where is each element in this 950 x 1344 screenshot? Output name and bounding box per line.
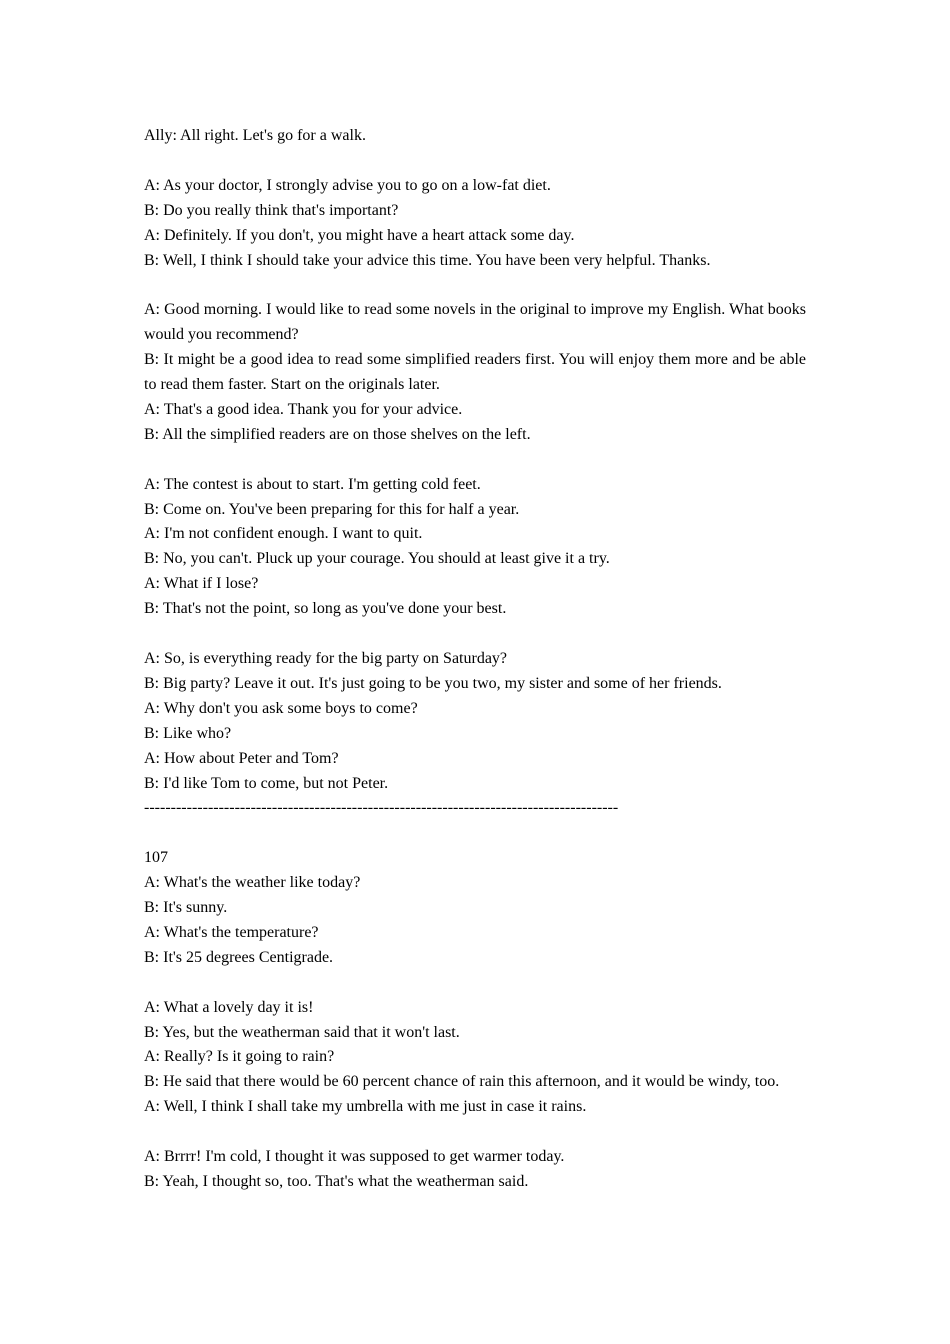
dialogue-line: A: I'm not confident enough. I want to quit. — [144, 525, 423, 543]
paragraph-gap — [144, 971, 806, 996]
dialogue-block-8 — [144, 1145, 806, 1195]
dialogue-block-1 — [144, 124, 806, 149]
dialogue-line: A: Brrrr! I'm cold, I thought it was supposed to get warmer today. — [144, 1148, 565, 1166]
dialogue-line: A: What's the temperature? — [144, 923, 319, 941]
dialogue-line: B: Yes, but the weatherman said that it won't last. — [144, 1023, 460, 1041]
dialogue-line: A: Definitely. If you don't, you might have a heart attack some day. — [144, 226, 575, 244]
dialogue-line: B: Do you really think that's important? — [144, 201, 399, 219]
dialogue-block-3 — [144, 298, 806, 447]
dialogue-line: B: It's 25 degrees Centigrade. — [144, 948, 334, 966]
dialogue-line: A: Really? Is it going to rain? — [144, 1048, 335, 1066]
dialogue-block-7 — [144, 996, 806, 1121]
paragraph-gap — [144, 622, 806, 647]
dialogue-line: B: That's not the point, so long as you've done your best. — [144, 600, 507, 618]
dialogue-line: B: All the simplified readers are on those shelves on the left. — [144, 425, 531, 443]
dialogue-line: B: Like who? — [144, 724, 232, 742]
dialogue-line: A: That's a good idea. Thank you for your advice. — [144, 400, 463, 418]
dialogue-line: B: Yeah, I thought so, too. That's what the weatherman said. — [144, 1172, 529, 1190]
dialogue-block-4 — [144, 473, 806, 622]
dialogue-line: A: Well, I think I shall take my umbrella with me just in case it rains. — [144, 1098, 587, 1116]
dialogue-line: B: No, you can't. Pluck up your courage. You should at least give it a try. — [144, 550, 610, 568]
paragraph-gap — [144, 149, 806, 174]
dialogue-line: A: What's the weather like today? — [144, 874, 361, 892]
dialogue-line: A: Why don't you ask some boys to come? — [144, 699, 418, 717]
dialogue-block-2 — [144, 174, 806, 274]
dialogue-line: B: Come on. You've been preparing for this for half a year. — [144, 500, 520, 518]
dialogue-line: B: I'd like Tom to come, but not Peter. — [144, 774, 389, 792]
dialogue-line: A: What a lovely day it is! — [144, 998, 314, 1016]
paragraph-gap — [144, 273, 806, 298]
section-divider: ----------------------------------------------------------------------------------------- — [144, 799, 619, 817]
dialogue-line: A: Good morning. I would like to read some novels in the original to improve my English. What books would you recommend? — [144, 301, 806, 344]
dialogue-line: B: Big party? Leave it out. It's just going to be you two, my sister and some of her friends. — [144, 674, 722, 692]
document-page — [144, 124, 806, 1195]
dialogue-line: A: How about Peter and Tom? — [144, 749, 339, 767]
dialogue-line: B: It's sunny. — [144, 899, 228, 917]
paragraph-gap — [144, 1120, 806, 1145]
dialogue-line: B: It might be a good idea to read some simplified readers first. You will enjoy them more and be able to read them faster. Start on the originals later. — [144, 351, 806, 394]
dialogue-line: A: So, is everything ready for the big party on Saturday? — [144, 649, 508, 667]
dialogue-block-6 — [144, 846, 806, 971]
dialogue-line: A: The contest is about to start. I'm getting cold feet. — [144, 475, 481, 493]
dialogue-line: A: What if I lose? — [144, 575, 259, 593]
dialogue-line: B: Well, I think I should take your advice this time. You have been very helpful. Thanks. — [144, 251, 711, 269]
dialogue-line: A: As your doctor, I strongly advise you to go on a low-fat diet. — [144, 176, 551, 194]
paragraph-gap — [144, 448, 806, 473]
section-number: 107 — [144, 849, 168, 867]
dialogue-line: B: He said that there would be 60 percent chance of rain this afternoon, and it would be windy, too. — [144, 1073, 780, 1091]
dialogue-line: Ally: All right. Let's go for a walk. — [144, 127, 366, 144]
paragraph-gap — [144, 821, 806, 846]
dialogue-block-5 — [144, 647, 806, 821]
